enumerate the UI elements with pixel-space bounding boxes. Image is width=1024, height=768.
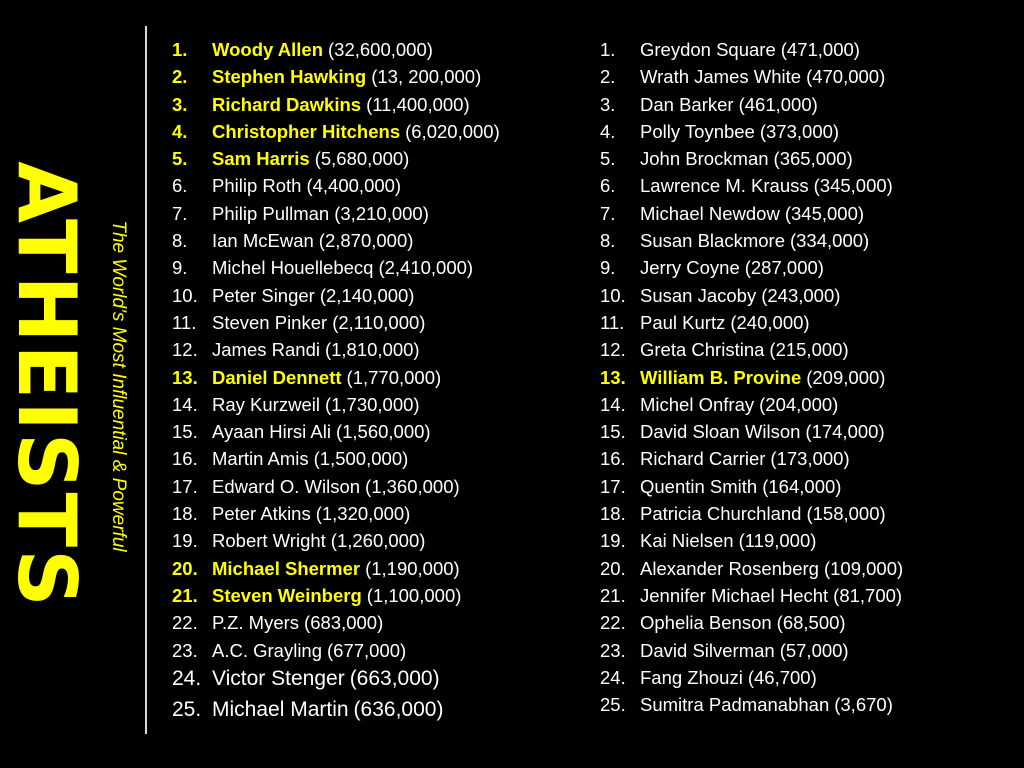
list-item — [600, 66, 1010, 93]
rank-number: 6. — [600, 175, 616, 197]
count-value: (677,000) — [327, 639, 407, 661]
rank-number: 17. — [600, 475, 626, 497]
rank-number: 9. — [172, 257, 188, 279]
count-value: (109,000) — [823, 557, 904, 579]
list-item — [172, 667, 582, 698]
rank-number: 7. — [600, 202, 616, 224]
count-value: (3,670) — [834, 694, 893, 716]
person-name: William B. Provine — [640, 366, 802, 388]
list-item — [600, 175, 1010, 202]
list-item — [172, 39, 582, 66]
list-item — [600, 312, 1010, 339]
person-name: Daniel Dennett — [212, 366, 342, 388]
count-value: (471,000) — [780, 39, 860, 60]
list-item — [600, 257, 1010, 284]
count-value: (119,000) — [738, 530, 817, 552]
person-name: Kai Nielsen — [640, 530, 734, 552]
rank-number: 4. — [600, 120, 616, 142]
rank-number: 14. — [600, 393, 626, 415]
person-name: Michel Houellebecq — [212, 257, 374, 279]
count-value: (11,400,000) — [366, 93, 470, 115]
count-value: (1,190,000) — [365, 557, 460, 579]
rank-number: 13. — [172, 366, 198, 388]
rank-number: 24. — [172, 666, 202, 690]
rank-number: 22. — [600, 612, 626, 634]
rank-number: 15. — [600, 421, 626, 443]
person-name: Philip Roth — [212, 175, 302, 197]
rank-number: 13. — [600, 366, 626, 388]
person-name: Christopher Hitchens — [212, 120, 401, 142]
count-value: (1,730,000) — [324, 393, 420, 415]
person-name: Stephen Hawking — [212, 66, 367, 88]
count-value: (173,000) — [770, 448, 850, 470]
person-name: Greydon Square — [640, 39, 776, 60]
count-value: (1,500,000) — [313, 448, 409, 470]
count-value: (683,000) — [304, 612, 384, 634]
person-name: Edward O. Wilson — [212, 475, 361, 497]
rank-number: 21. — [172, 584, 198, 606]
count-value: (209,000) — [806, 366, 886, 388]
count-value: (345,000) — [813, 175, 893, 197]
count-value: (1,100,000) — [366, 584, 462, 606]
count-value: (334,000) — [789, 230, 870, 252]
rank-number: 15. — [172, 421, 198, 443]
person-name: Ayaan Hirsi Ali — [212, 421, 331, 443]
count-value: (215,000) — [769, 339, 849, 361]
count-value: (174,000) — [805, 421, 885, 443]
list-item — [172, 285, 582, 312]
list-item — [172, 530, 582, 557]
rank-number: 16. — [600, 448, 626, 470]
count-value: (5,680,000) — [314, 148, 410, 170]
rank-number: 18. — [600, 503, 626, 525]
person-name: Paul Kurtz — [640, 311, 726, 333]
list-item — [600, 585, 1010, 612]
count-value: (461,000) — [738, 93, 818, 115]
page-title: ATHEISTS — [0, 161, 93, 609]
person-name: Michel Onfray — [640, 393, 755, 415]
list-item — [600, 667, 1010, 694]
rank-number: 25. — [600, 694, 626, 716]
rank-number: 24. — [600, 666, 626, 688]
rank-number: 12. — [600, 339, 626, 361]
count-value: (57,000) — [779, 639, 849, 661]
rank-number: 20. — [172, 557, 198, 579]
list-item — [172, 448, 582, 475]
person-name: Ray Kurzweil — [212, 393, 320, 415]
person-name: Greta Christina — [640, 339, 765, 361]
list-item — [172, 312, 582, 339]
count-value: (345,000) — [784, 202, 865, 224]
rank-number: 6. — [172, 175, 188, 197]
person-name: Sam Harris — [212, 148, 310, 170]
count-value: (470,000) — [806, 66, 886, 88]
person-name: Robert Wright — [212, 530, 326, 552]
list-item — [172, 66, 582, 93]
rank-number: 17. — [172, 475, 198, 497]
rank-number: 23. — [172, 639, 198, 661]
list-item — [172, 175, 582, 202]
person-name: Victor Stenger — [212, 666, 345, 690]
list-item — [172, 612, 582, 639]
rank-number: 20. — [600, 557, 626, 579]
list-item — [172, 394, 582, 421]
page-subtitle: The World’s Most Influential & Powerful — [108, 220, 129, 552]
count-value: (1,810,000) — [324, 339, 420, 361]
list-item — [600, 148, 1010, 175]
rank-number: 10. — [600, 284, 626, 306]
rank-number: 1. — [172, 39, 188, 60]
person-name: Patricia Churchland — [640, 503, 802, 525]
person-name: Martin Amis — [212, 448, 309, 470]
person-name: Jennifer Michael Hecht — [640, 584, 829, 606]
count-value: (46,700) — [747, 666, 817, 688]
count-value: (243,000) — [761, 284, 841, 306]
person-name: Susan Jacoby — [640, 284, 757, 306]
rank-number: 11. — [172, 311, 197, 333]
list-item — [172, 585, 582, 612]
count-value: (365,000) — [773, 148, 853, 170]
list-item — [600, 367, 1010, 394]
rank-number: 14. — [172, 393, 198, 415]
rank-number: 3. — [600, 93, 616, 115]
count-value: (6,020,000) — [405, 120, 500, 142]
rank-number: 2. — [172, 66, 188, 88]
vertical-divider — [145, 26, 147, 734]
rank-number: 7. — [172, 202, 188, 224]
list-item — [600, 558, 1010, 585]
list-item — [600, 503, 1010, 530]
count-value: (204,000) — [759, 393, 839, 415]
list-item — [600, 394, 1010, 421]
count-value: (2,140,000) — [319, 284, 415, 306]
rank-number: 11. — [600, 311, 625, 333]
person-name: Quentin Smith — [640, 475, 758, 497]
list-item — [172, 94, 582, 121]
person-name: A.C. Grayling — [212, 639, 323, 661]
count-value: (2,410,000) — [378, 257, 474, 279]
rank-number: 4. — [172, 120, 188, 142]
list-item — [172, 203, 582, 230]
person-name: Wrath James White — [640, 66, 802, 88]
list-item — [172, 257, 582, 284]
person-name: Jerry Coyne — [640, 257, 740, 279]
rank-number: 2. — [600, 66, 616, 88]
count-value: (4,400,000) — [306, 175, 402, 197]
rank-number: 23. — [600, 639, 626, 661]
list-item — [172, 230, 582, 257]
count-value: (1,260,000) — [330, 530, 426, 552]
person-name: Fang Zhouzi — [640, 666, 743, 688]
list-item — [172, 148, 582, 175]
count-value: (3,210,000) — [334, 202, 429, 224]
list-item — [600, 94, 1010, 121]
person-name: Peter Atkins — [212, 503, 311, 525]
ranked-list-right — [600, 39, 1010, 721]
rank-number: 19. — [172, 530, 198, 552]
list-item — [600, 230, 1010, 257]
list-item — [172, 503, 582, 530]
list-item — [172, 698, 582, 729]
rank-number: 22. — [172, 612, 198, 634]
rank-number: 5. — [172, 148, 188, 170]
person-name: Alexander Rosenberg — [640, 557, 819, 579]
rank-number: 19. — [600, 530, 626, 552]
list-item — [600, 339, 1010, 366]
rank-number: 8. — [172, 230, 188, 252]
rank-number: 5. — [600, 148, 616, 170]
rank-number: 18. — [172, 503, 198, 525]
count-value: (1,360,000) — [365, 475, 460, 497]
person-name: Lawrence M. Krauss — [640, 175, 809, 197]
count-value: (373,000) — [759, 120, 840, 142]
person-name: David Silverman — [640, 639, 775, 661]
rank-number: 1. — [600, 39, 616, 60]
person-name: Philip Pullman — [212, 202, 330, 224]
rank-number: 10. — [172, 284, 198, 306]
person-name: James Randi — [212, 339, 320, 361]
list-item — [600, 121, 1010, 148]
person-name: Sumitra Padmanabhan — [640, 694, 830, 716]
list-item — [600, 612, 1010, 639]
count-value: (663,000) — [349, 666, 440, 690]
list-item — [600, 421, 1010, 448]
count-value: (1,560,000) — [335, 421, 431, 443]
count-value: (1,770,000) — [346, 366, 442, 388]
person-name: Michael Newdow — [640, 202, 780, 224]
list-item — [172, 339, 582, 366]
person-name: Steven Weinberg — [212, 584, 362, 606]
rank-number: 16. — [172, 448, 198, 470]
person-name: Peter Singer — [212, 284, 315, 306]
list-item — [172, 121, 582, 148]
count-value: (68,500) — [776, 612, 846, 634]
count-value: (13, 200,000) — [371, 66, 482, 88]
rank-number: 9. — [600, 257, 616, 279]
list-item — [172, 640, 582, 667]
person-name: Ophelia Benson — [640, 612, 772, 634]
rank-number: 21. — [600, 584, 626, 606]
person-name: Ian McEwan — [212, 230, 314, 252]
person-name: Polly Toynbee — [640, 120, 755, 142]
count-value: (164,000) — [762, 475, 842, 497]
rank-number: 12. — [172, 339, 198, 361]
person-name: Woody Allen — [212, 39, 323, 60]
person-name: Michael Martin — [212, 697, 349, 721]
count-value: (2,110,000) — [332, 311, 426, 333]
person-name: Richard Carrier — [640, 448, 766, 470]
person-name: Steven Pinker — [212, 311, 328, 333]
count-value: (158,000) — [806, 503, 886, 525]
list-item — [600, 694, 1010, 721]
list-item — [172, 476, 582, 503]
list-item — [600, 285, 1010, 312]
list-item — [600, 476, 1010, 503]
count-value: (81,700) — [833, 584, 903, 606]
list-item — [172, 421, 582, 448]
count-value: (2,870,000) — [318, 230, 414, 252]
person-name: Susan Blackmore — [640, 230, 785, 252]
rank-number: 3. — [172, 93, 188, 115]
person-name: Michael Shermer — [212, 557, 361, 579]
person-name: Richard Dawkins — [212, 93, 362, 115]
count-value: (1,320,000) — [315, 503, 411, 525]
list-item — [172, 367, 582, 394]
list-item — [600, 448, 1010, 475]
count-value: (636,000) — [353, 697, 444, 721]
rank-number: 25. — [172, 697, 202, 721]
rank-number: 8. — [600, 230, 616, 252]
list-item — [600, 203, 1010, 230]
list-item — [600, 640, 1010, 667]
count-value: (240,000) — [730, 311, 810, 333]
list-item — [600, 530, 1010, 557]
ranked-list-left — [172, 39, 582, 729]
person-name: P.Z. Myers — [212, 612, 300, 634]
list-item — [600, 39, 1010, 66]
count-value: (287,000) — [744, 257, 824, 279]
list-item — [172, 558, 582, 585]
person-name: David Sloan Wilson — [640, 421, 801, 443]
person-name: Dan Barker — [640, 93, 734, 115]
title-panel — [0, 0, 145, 768]
count-value: (32,600,000) — [328, 39, 433, 60]
person-name: John Brockman — [640, 148, 769, 170]
